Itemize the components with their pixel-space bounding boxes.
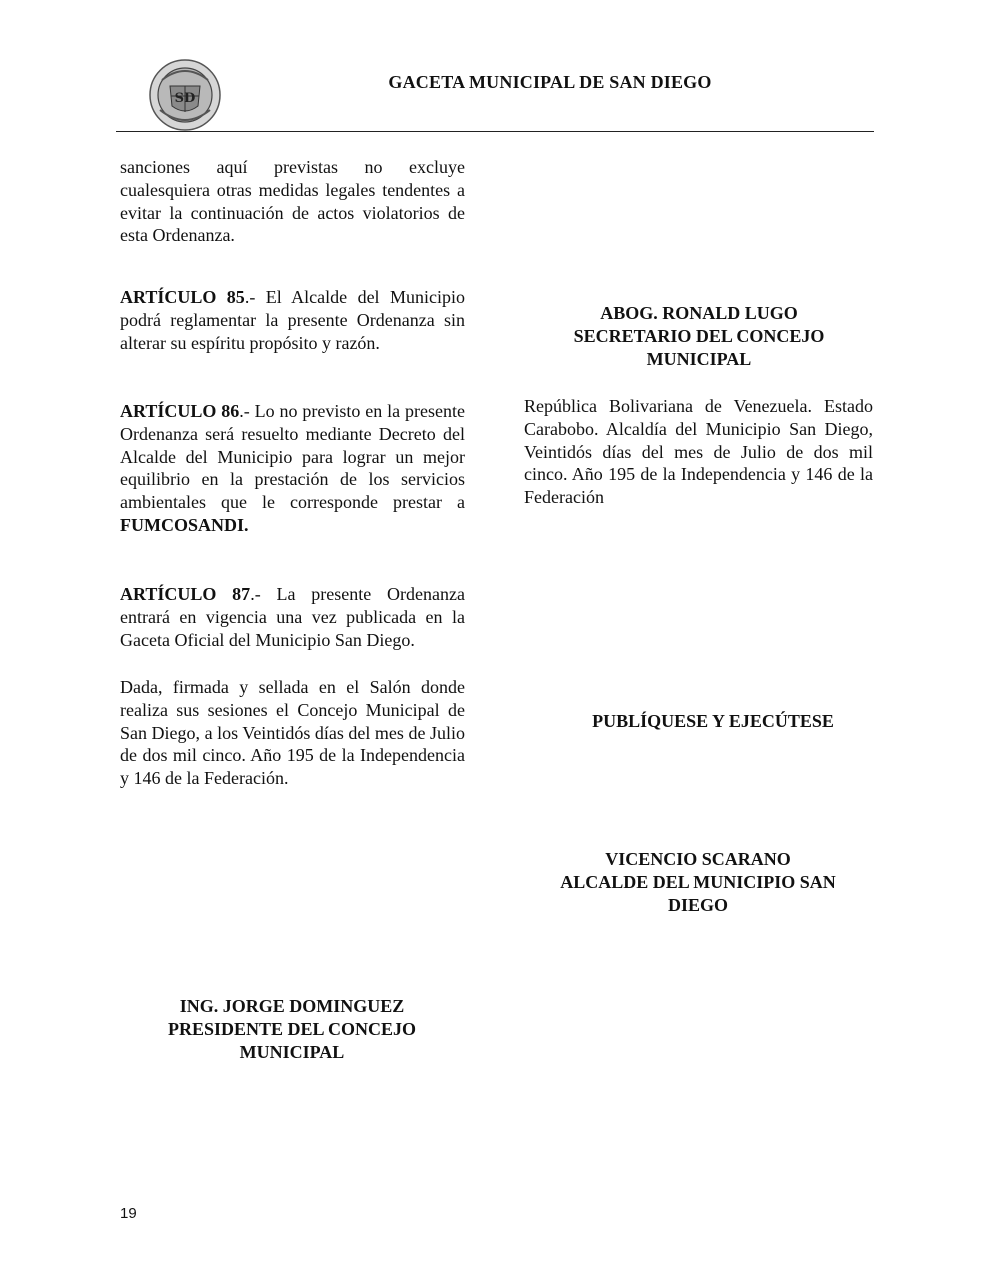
president-role: PRESIDENTE DEL CONCEJO MUNICIPAL — [167, 1018, 417, 1062]
article-87-label: ARTÍCULO 87 — [120, 584, 251, 604]
article-87-text: .- La presente Ordenanza entrará en vigencia una vez publicada en la Gaceta Oficial del Municipio San Diego. — [120, 584, 465, 650]
mayor-signature-block — [540, 848, 856, 916]
president-signature-block — [118, 995, 466, 1063]
president-name: ING. JORGE DOMINGUEZ — [179, 996, 405, 1016]
municipal-seal-icon — [148, 58, 222, 132]
article-85-label: ARTÍCULO 85 — [120, 287, 245, 307]
gazette-title: GACETA MUNICIPAL DE SAN DIEGO — [388, 72, 712, 92]
seal-letters: SD — [174, 91, 196, 106]
mayor-name: VICENCIO SCARANO — [605, 849, 791, 869]
dada-paragraph: Dada, firmada y sellada en el Salón donde realiza sus sesiones el Concejo Municipal de San Diego, a los Veintidós días del mes de Julio de dos mil cinco. Año 195 de la Independencia y 146 de la Federación. — [120, 677, 465, 789]
page-number: 19 — [120, 1205, 137, 1222]
header-divider — [116, 131, 874, 132]
article-85-text: .- El Alcalde del Municipio podrá reglamentar la presente Ordenanza sin alterar su espíritu propósito y razón. — [120, 287, 465, 353]
article-85 — [120, 286, 465, 354]
secretary-name: ABOG. RONALD LUGO — [600, 303, 798, 323]
secretary-role: SECRETARIO DEL CONCEJO MUNICIPAL — [573, 325, 825, 369]
secretary-signature-block — [548, 302, 850, 370]
mayor-role: ALCALDE DEL MUNICIPIO SAN DIEGO — [560, 871, 836, 915]
publish-order: PUBLÍQUESE Y EJECÚTESE — [592, 711, 834, 731]
article-86-text: .- Lo no previsto en la presente Ordenanza será resuelto mediante Decreto del Alcalde del Municipio para lograr un mejor equilibrio en la prestación de los servicios ambientales que le corresponde prestar a — [120, 401, 465, 513]
republic-paragraph: República Bolivariana de Venezuela. Estado Carabobo. Alcaldía del Municipio San Diego, Veintidós días del mes de Julio de dos mil cinco. Año 195 de la Independencia y 146 de la Federación — [524, 396, 873, 508]
article-86-emphasis: FUMCOSANDI. — [120, 514, 249, 535]
article-86-label: ARTÍCULO 86 — [120, 401, 240, 421]
article-86 — [120, 400, 465, 537]
article-87 — [120, 583, 465, 651]
intro-paragraph: sanciones aquí previstas no excluye cualesquiera otras medidas legales tendentes a evitar la continuación de actos violatorios de esta Ordenanza. — [120, 157, 465, 246]
